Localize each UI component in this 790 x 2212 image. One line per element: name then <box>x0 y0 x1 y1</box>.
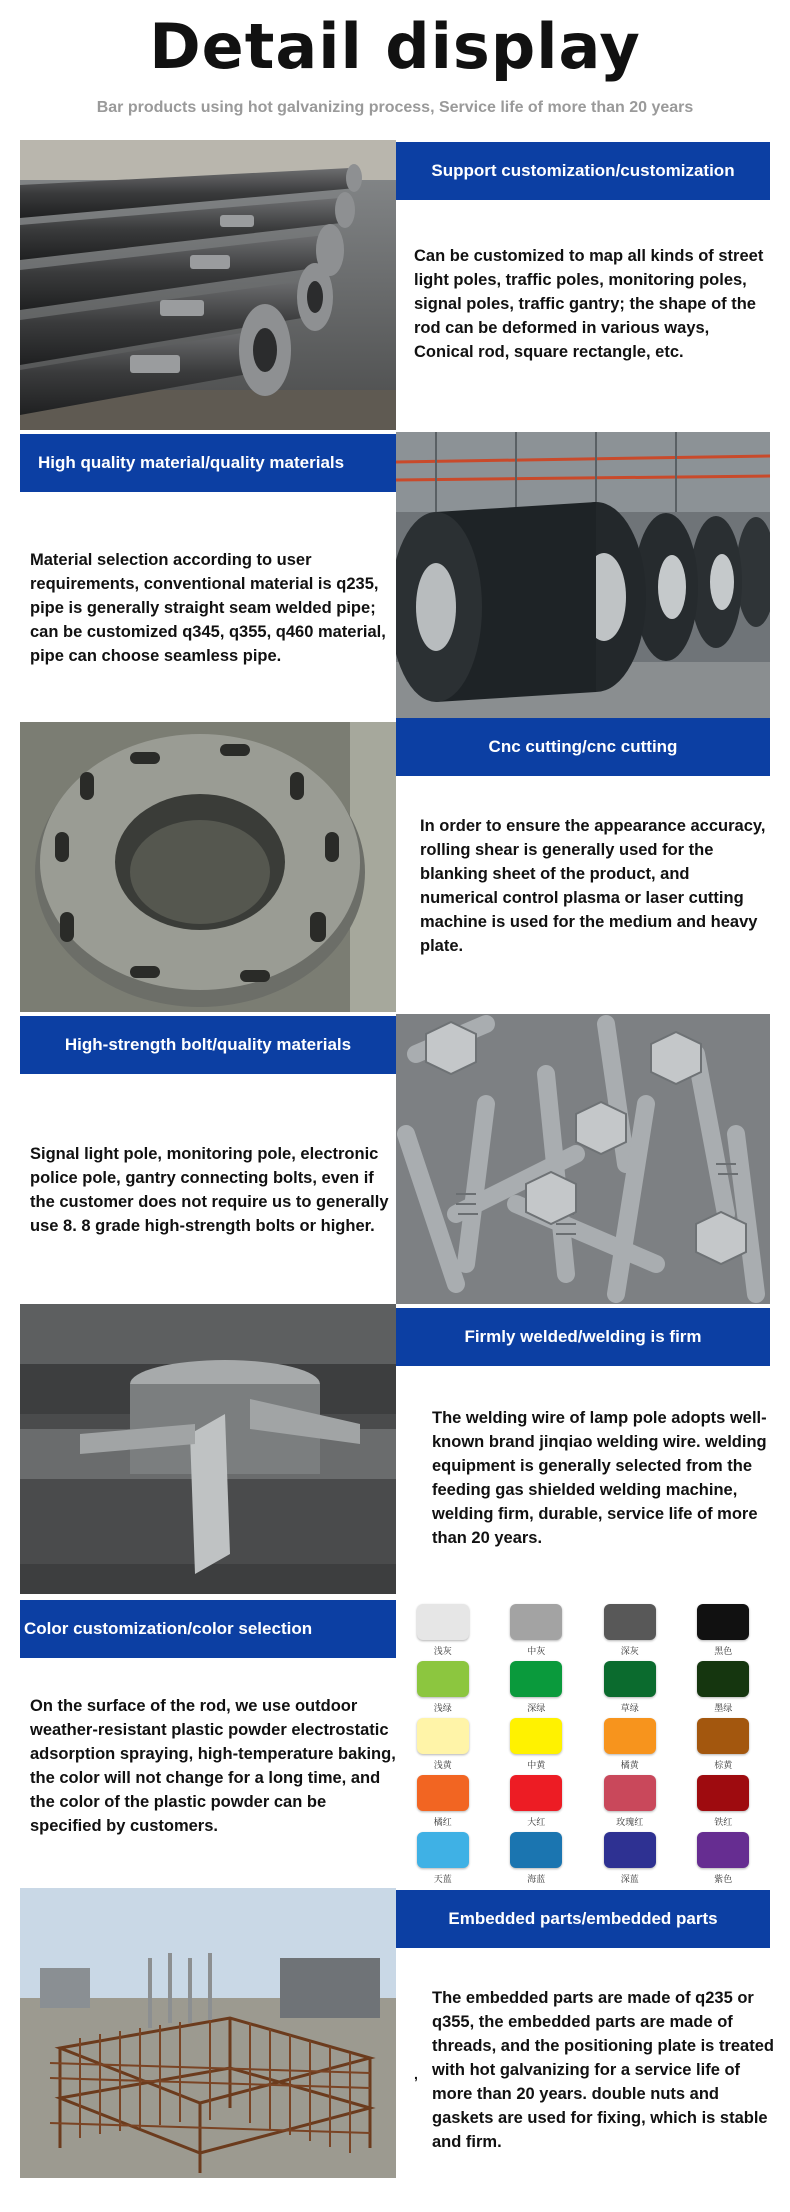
color-name-label: 黑色 <box>714 1647 733 1657</box>
color-chip <box>510 1775 562 1811</box>
section-header-welding: Firmly welded/welding is firm <box>396 1308 770 1366</box>
color-name-label: 铁红 <box>714 1818 733 1828</box>
section-text-cnc: In order to ensure the appearance accuracy, rolling shear is generally used for the blanking sheet of the product, and numerical control plasma or laser cutting machine is used for the medium and heavy plate. <box>420 817 766 955</box>
bolts-photo <box>396 1014 770 1304</box>
color-swatch <box>583 1714 677 1771</box>
color-swatch <box>677 1600 771 1657</box>
color-name-label: 深灰 <box>620 1647 639 1657</box>
color-chip <box>697 1832 749 1868</box>
color-swatch <box>396 1657 490 1714</box>
color-swatch <box>583 1828 677 1885</box>
color-swatch <box>490 1714 584 1771</box>
page-subtitle: Bar products using hot galvanizing process, Service life of more than 20 years <box>96 99 694 116</box>
color-name-label: 浅绿 <box>433 1704 452 1714</box>
color-chip <box>604 1775 656 1811</box>
color-chip <box>417 1604 469 1640</box>
color-swatch <box>677 1714 771 1771</box>
color-name-label: 橘红 <box>433 1818 452 1828</box>
color-swatch <box>583 1600 677 1657</box>
section-text-color: On the surface of the rod, we use outdoor weather-resistant plastic powder electrostatic adsorption spraying, high-temperature baking, the color will not change for a long time, and the color of the plastic powder can be specified by customers. <box>30 1697 396 1835</box>
section-header-customization: Support customization/customization <box>396 142 770 200</box>
color-swatch <box>396 1600 490 1657</box>
page-title: Detail display <box>149 10 641 83</box>
color-name-label: 浅黄 <box>433 1761 452 1771</box>
color-chip <box>510 1661 562 1697</box>
color-chip <box>510 1718 562 1754</box>
color-name-label: 深蓝 <box>620 1875 639 1885</box>
color-chip <box>604 1604 656 1640</box>
section-header-materials: High quality material/quality materials <box>20 434 396 492</box>
color-name-label: 橘黄 <box>620 1761 639 1771</box>
color-name-label: 深绿 <box>527 1704 546 1714</box>
color-chip <box>697 1661 749 1697</box>
section-header-bolts: High-strength bolt/quality materials <box>20 1016 396 1074</box>
section-header-cnc: Cnc cutting/cnc cutting <box>396 718 770 776</box>
color-swatch <box>490 1600 584 1657</box>
color-chip <box>697 1718 749 1754</box>
color-name-label: 中灰 <box>527 1647 546 1657</box>
steel-poles-photo <box>20 140 396 430</box>
color-swatch <box>396 1714 490 1771</box>
color-name-label: 玫瑰红 <box>616 1818 644 1828</box>
color-swatch <box>396 1828 490 1885</box>
color-chip <box>697 1604 749 1640</box>
section-header-color: Color customization/color selection <box>20 1600 396 1658</box>
color-swatch <box>583 1657 677 1714</box>
color-chip <box>417 1661 469 1697</box>
color-name-label: 浅灰 <box>433 1647 452 1657</box>
color-chip <box>417 1832 469 1868</box>
color-chip <box>604 1718 656 1754</box>
color-swatch <box>490 1771 584 1828</box>
color-chip <box>604 1832 656 1868</box>
section-header-embedded: Embedded parts/embedded parts <box>396 1890 770 1948</box>
color-swatch <box>677 1657 771 1714</box>
color-chip <box>510 1832 562 1868</box>
section-text-bolts: Signal light pole, monitoring pole, electronic police pole, gantry connecting bolts, even if the customer does not require us to generally use 8. 8 grade high-strength bolts or higher. <box>30 1145 389 1235</box>
color-chip <box>417 1775 469 1811</box>
color-name-label: 中黄 <box>527 1761 546 1771</box>
color-name-label: 大红 <box>527 1818 546 1828</box>
color-swatch <box>396 1771 490 1828</box>
section-text-materials: Material selection according to user requirements, conventional material is q235, pipe is generally straight seam welded pipe; can be customized q345, q355, q460 material, pipe can choose seamless pipe. <box>30 551 386 665</box>
color-name-label: 墨绿 <box>714 1704 733 1714</box>
color-swatch <box>677 1828 771 1885</box>
section-text-welding: The welding wire of lamp pole adopts well-known brand jinqiao welding wire. welding equipment is generally selected from the feeding gas shielded welding machine, welding firm, durable, service life of more than 20 years. <box>432 1409 767 1547</box>
color-swatch <box>490 1657 584 1714</box>
section-text-embedded: The embedded parts are made of q235 or q355, the embedded parts are made of threads, and the positioning plate is treated with hot galvanizing for a service life of more than 20 years. double nuts and gaskets are used for fixing, which is stable and firm. <box>432 1989 774 2151</box>
color-name-label: 紫色 <box>714 1875 733 1885</box>
color-swatch <box>583 1771 677 1828</box>
section-text-customization: Can be customized to map all kinds of street light poles, traffic poles, monitoring poles, signal poles, traffic gantry; the shape of the rod can be deformed in various ways, Conical rod, square rectangle, etc. <box>414 247 764 361</box>
color-chip <box>604 1661 656 1697</box>
color-name-label: 海蓝 <box>527 1875 546 1885</box>
color-chip <box>417 1718 469 1754</box>
rebar-cage-photo <box>20 1888 396 2178</box>
color-name-label: 草绿 <box>620 1704 639 1714</box>
stray-comma: , <box>414 2066 418 2082</box>
welded-joint-photo <box>20 1304 396 1594</box>
flange-plates-photo <box>20 722 396 1012</box>
color-chip <box>697 1775 749 1811</box>
color-name-label: 棕黄 <box>714 1761 733 1771</box>
color-chip <box>510 1604 562 1640</box>
steel-coils-photo <box>396 432 770 722</box>
color-name-label: 天蓝 <box>433 1875 452 1885</box>
color-swatch-grid <box>396 1600 770 1885</box>
color-swatch <box>490 1828 584 1885</box>
color-swatch <box>677 1771 771 1828</box>
